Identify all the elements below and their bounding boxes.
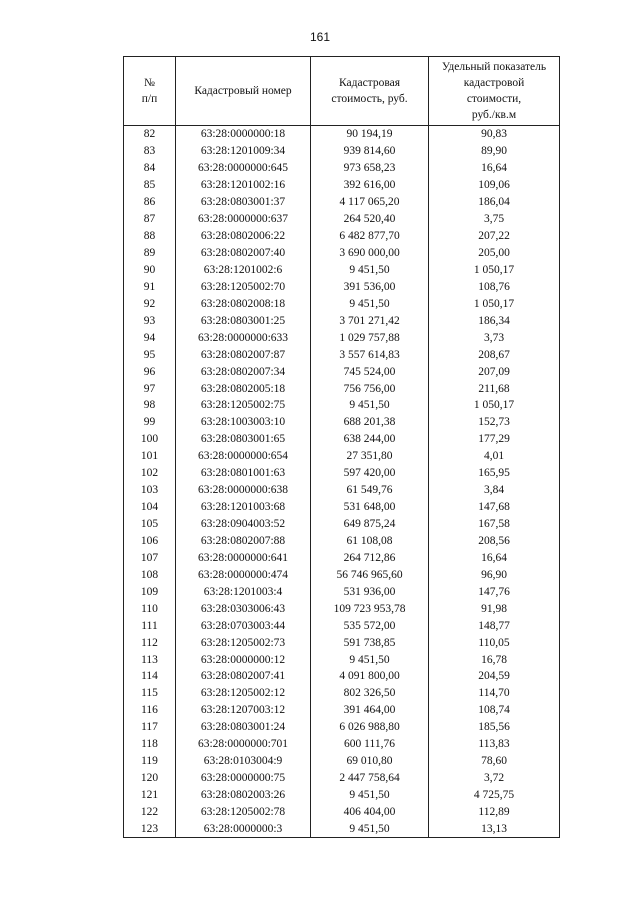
cadastral-number-cell: 63:28:0803001:24 [176,719,311,736]
cadastral-value-cell: 61 108,08 [311,533,429,550]
cadastral-value-cell: 531 648,00 [311,499,429,516]
table-row [124,380,560,397]
row-number-cell: 88 [124,228,176,245]
row-number-cell: 85 [124,177,176,194]
row-number-cell: 83 [124,143,176,160]
cadastral-number-cell: 63:28:0000000:701 [176,736,311,753]
cadastral-number-cell: 63:28:0000000:637 [176,211,311,228]
cadastral-value-cell: 4 117 065,20 [311,194,429,211]
specific-value-cell: 16,64 [429,160,560,177]
cadastral-value-cell: 3 557 614,83 [311,346,429,363]
specific-value-cell: 89,90 [429,143,560,160]
row-number-cell: 111 [124,617,176,634]
row-number-cell: 92 [124,295,176,312]
cadastral-value-cell: 6 482 877,70 [311,228,429,245]
table-row [124,770,560,787]
row-number-cell: 90 [124,262,176,279]
cadastral-number-cell: 63:28:0000000:654 [176,448,311,465]
specific-value-cell: 165,95 [429,465,560,482]
cadastral-number-cell: 63:28:0802005:18 [176,380,311,397]
table-row [124,685,560,702]
cadastral-value-cell: 638 244,00 [311,431,429,448]
specific-value-cell: 147,68 [429,499,560,516]
table-row [124,228,560,245]
row-number-cell: 103 [124,482,176,499]
specific-value-cell: 96,90 [429,566,560,583]
specific-value-cell: 3,75 [429,211,560,228]
table-row [124,278,560,295]
cadastral-number-cell: 63:28:1205002:73 [176,634,311,651]
row-number-cell: 115 [124,685,176,702]
table-row [124,482,560,499]
row-number-cell: 123 [124,820,176,837]
row-number-cell: 117 [124,719,176,736]
cadastral-number-cell: 63:28:0802007:88 [176,533,311,550]
cadastral-value-cell: 406 404,00 [311,804,429,821]
row-number-cell: 104 [124,499,176,516]
specific-value-cell: 3,84 [429,482,560,499]
row-number-cell: 109 [124,583,176,600]
table-body [124,126,560,838]
table-row [124,651,560,668]
table-row [124,312,560,329]
cadastral-value-cell: 109 723 953,78 [311,600,429,617]
header-specific-value: Удельный показатель кадастровой стоимости, руб./кв.м [429,57,560,126]
specific-value-cell: 208,67 [429,346,560,363]
cadastral-number-cell: 63:28:0000000:645 [176,160,311,177]
specific-value-cell: 13,13 [429,820,560,837]
table-row [124,126,560,143]
table-row [124,533,560,550]
specific-value-cell: 186,04 [429,194,560,211]
cadastral-value-cell: 4 091 800,00 [311,668,429,685]
cadastral-value-cell: 9 451,50 [311,820,429,837]
row-number-cell: 95 [124,346,176,363]
header-row-number: № п/п [124,57,176,126]
table-row [124,499,560,516]
cadastral-value-cell: 61 549,76 [311,482,429,499]
cadastral-number-cell: 63:28:0904003:52 [176,516,311,533]
cadastral-value-cell: 939 814,60 [311,143,429,160]
table-row [124,329,560,346]
cadastral-value-cell: 600 111,76 [311,736,429,753]
cadastral-value-cell: 688 201,38 [311,414,429,431]
row-number-cell: 94 [124,329,176,346]
cadastral-value-cell: 56 746 965,60 [311,566,429,583]
cadastral-value-cell: 9 451,50 [311,397,429,414]
cadastral-value-cell: 3 690 000,00 [311,245,429,262]
cadastral-value-cell: 9 451,50 [311,787,429,804]
cadastral-number-cell: 63:28:0801001:63 [176,465,311,482]
row-number-cell: 96 [124,363,176,380]
specific-value-cell: 114,70 [429,685,560,702]
specific-value-cell: 204,59 [429,668,560,685]
cadastral-number-cell: 63:28:0703003:44 [176,617,311,634]
specific-value-cell: 91,98 [429,600,560,617]
specific-value-cell: 211,68 [429,380,560,397]
row-number-cell: 113 [124,651,176,668]
row-number-cell: 116 [124,702,176,719]
cadastral-number-cell: 63:28:1207003:12 [176,702,311,719]
row-number-cell: 98 [124,397,176,414]
cadastral-number-cell: 63:28:1201002:16 [176,177,311,194]
table-header-row [124,57,560,126]
table-row [124,177,560,194]
specific-value-cell: 108,74 [429,702,560,719]
table-row [124,736,560,753]
row-number-cell: 112 [124,634,176,651]
cadastral-number-cell: 63:28:0000000:474 [176,566,311,583]
cadastral-number-cell: 63:28:0000000:75 [176,770,311,787]
cadastral-number-cell: 63:28:0802003:26 [176,787,311,804]
specific-value-cell: 147,76 [429,583,560,600]
specific-value-cell: 78,60 [429,753,560,770]
table-row [124,516,560,533]
table-row [124,211,560,228]
cadastral-value-cell: 1 029 757,88 [311,329,429,346]
cadastral-number-cell: 63:28:0802007:87 [176,346,311,363]
table-row [124,668,560,685]
cadastral-value-cell: 9 451,50 [311,651,429,668]
cadastral-value-cell: 6 026 988,80 [311,719,429,736]
cadastral-value-cell: 264 712,86 [311,549,429,566]
table-row [124,566,560,583]
cadastral-number-cell: 63:28:1205002:75 [176,397,311,414]
cadastral-number-cell: 63:28:0802007:41 [176,668,311,685]
specific-value-cell: 1 050,17 [429,295,560,312]
table-row [124,753,560,770]
specific-value-cell: 207,09 [429,363,560,380]
cadastral-number-cell: 63:28:1003003:10 [176,414,311,431]
cadastral-number-cell: 63:28:0802007:40 [176,245,311,262]
cadastral-number-cell: 63:28:1205002:70 [176,278,311,295]
table-row [124,143,560,160]
row-number-cell: 82 [124,126,176,143]
row-number-cell: 100 [124,431,176,448]
table-row [124,719,560,736]
cadastral-value-cell: 392 616,00 [311,177,429,194]
cadastral-number-cell: 63:28:1205002:12 [176,685,311,702]
table-row [124,634,560,651]
specific-value-cell: 205,00 [429,245,560,262]
header-cadastral-value: Кадастровая стоимость, руб. [311,57,429,126]
table-row [124,820,560,837]
row-number-cell: 108 [124,566,176,583]
cadastral-number-cell: 63:28:0000000:3 [176,820,311,837]
cadastral-value-cell: 9 451,50 [311,262,429,279]
cadastral-number-cell: 63:28:0000000:633 [176,329,311,346]
row-number-cell: 89 [124,245,176,262]
cadastral-value-cell: 535 572,00 [311,617,429,634]
cadastral-number-cell: 63:28:0303006:43 [176,600,311,617]
cadastral-value-cell: 9 451,50 [311,295,429,312]
cadastral-number-cell: 63:28:1205002:78 [176,804,311,821]
specific-value-cell: 185,56 [429,719,560,736]
cadastral-value-cell: 3 701 271,42 [311,312,429,329]
cadastral-value-cell: 745 524,00 [311,363,429,380]
row-number-cell: 122 [124,804,176,821]
specific-value-cell: 113,83 [429,736,560,753]
row-number-cell: 120 [124,770,176,787]
table-row [124,787,560,804]
specific-value-cell: 110,05 [429,634,560,651]
row-number-cell: 102 [124,465,176,482]
cadastral-number-cell: 63:28:0000000:638 [176,482,311,499]
cadastral-value-cell: 649 875,24 [311,516,429,533]
table-row [124,804,560,821]
table-row [124,414,560,431]
row-number-cell: 87 [124,211,176,228]
cadastral-value-cell: 90 194,19 [311,126,429,143]
specific-value-cell: 1 050,17 [429,262,560,279]
cadastral-number-cell: 63:28:0000000:641 [176,549,311,566]
row-number-cell: 97 [124,380,176,397]
specific-value-cell: 4 725,75 [429,787,560,804]
table-row [124,431,560,448]
table-row [124,600,560,617]
specific-value-cell: 16,64 [429,549,560,566]
specific-value-cell: 208,56 [429,533,560,550]
row-number-cell: 99 [124,414,176,431]
cadastral-number-cell: 63:28:0802008:18 [176,295,311,312]
cadastral-value-table [123,56,560,838]
table-row [124,448,560,465]
specific-value-cell: 112,89 [429,804,560,821]
table-row [124,363,560,380]
cadastral-value-cell: 802 326,50 [311,685,429,702]
cadastral-number-cell: 63:28:0103004:9 [176,753,311,770]
header-cadastral-number: Кадастровый номер [176,57,311,126]
cadastral-value-cell: 69 010,80 [311,753,429,770]
cadastral-value-cell: 591 738,85 [311,634,429,651]
row-number-cell: 84 [124,160,176,177]
specific-value-cell: 186,34 [429,312,560,329]
cadastral-number-cell: 63:28:0803001:37 [176,194,311,211]
cadastral-number-cell: 63:28:1201003:68 [176,499,311,516]
table-row [124,465,560,482]
table-row [124,194,560,211]
cadastral-number-cell: 63:28:0802006:22 [176,228,311,245]
cadastral-value-cell: 756 756,00 [311,380,429,397]
cadastral-value-cell: 264 520,40 [311,211,429,228]
table-row [124,295,560,312]
cadastral-number-cell: 63:28:0802007:34 [176,363,311,380]
table-row [124,397,560,414]
row-number-cell: 86 [124,194,176,211]
cadastral-value-cell: 597 420,00 [311,465,429,482]
page-number: 161 [309,30,331,44]
row-number-cell: 106 [124,533,176,550]
specific-value-cell: 3,72 [429,770,560,787]
table-row [124,583,560,600]
row-number-cell: 121 [124,787,176,804]
specific-value-cell: 4,01 [429,448,560,465]
row-number-cell: 93 [124,312,176,329]
row-number-cell: 101 [124,448,176,465]
row-number-cell: 118 [124,736,176,753]
table-row [124,549,560,566]
table-row [124,617,560,634]
table-row [124,160,560,177]
specific-value-cell: 3,73 [429,329,560,346]
row-number-cell: 105 [124,516,176,533]
row-number-cell: 107 [124,549,176,566]
specific-value-cell: 109,06 [429,177,560,194]
cadastral-value-cell: 391 536,00 [311,278,429,295]
cadastral-value-cell: 973 658,23 [311,160,429,177]
cadastral-number-cell: 63:28:0803001:65 [176,431,311,448]
cadastral-number-cell: 63:28:0000000:18 [176,126,311,143]
row-number-cell: 91 [124,278,176,295]
cadastral-value-cell: 531 936,00 [311,583,429,600]
table-row [124,262,560,279]
row-number-cell: 119 [124,753,176,770]
specific-value-cell: 108,76 [429,278,560,295]
table-row [124,245,560,262]
table-row [124,702,560,719]
cadastral-number-cell: 63:28:1201003:4 [176,583,311,600]
specific-value-cell: 152,73 [429,414,560,431]
cadastral-value-cell: 27 351,80 [311,448,429,465]
specific-value-cell: 1 050,17 [429,397,560,414]
row-number-cell: 114 [124,668,176,685]
cadastral-value-cell: 2 447 758,64 [311,770,429,787]
row-number-cell: 110 [124,600,176,617]
cadastral-value-cell: 391 464,00 [311,702,429,719]
specific-value-cell: 177,29 [429,431,560,448]
cadastral-number-cell: 63:28:0000000:12 [176,651,311,668]
specific-value-cell: 16,78 [429,651,560,668]
specific-value-cell: 90,83 [429,126,560,143]
cadastral-number-cell: 63:28:0803001:25 [176,312,311,329]
table-row [124,346,560,363]
cadastral-number-cell: 63:28:1201009:34 [176,143,311,160]
cadastral-number-cell: 63:28:1201002:6 [176,262,311,279]
specific-value-cell: 148,77 [429,617,560,634]
specific-value-cell: 167,58 [429,516,560,533]
specific-value-cell: 207,22 [429,228,560,245]
